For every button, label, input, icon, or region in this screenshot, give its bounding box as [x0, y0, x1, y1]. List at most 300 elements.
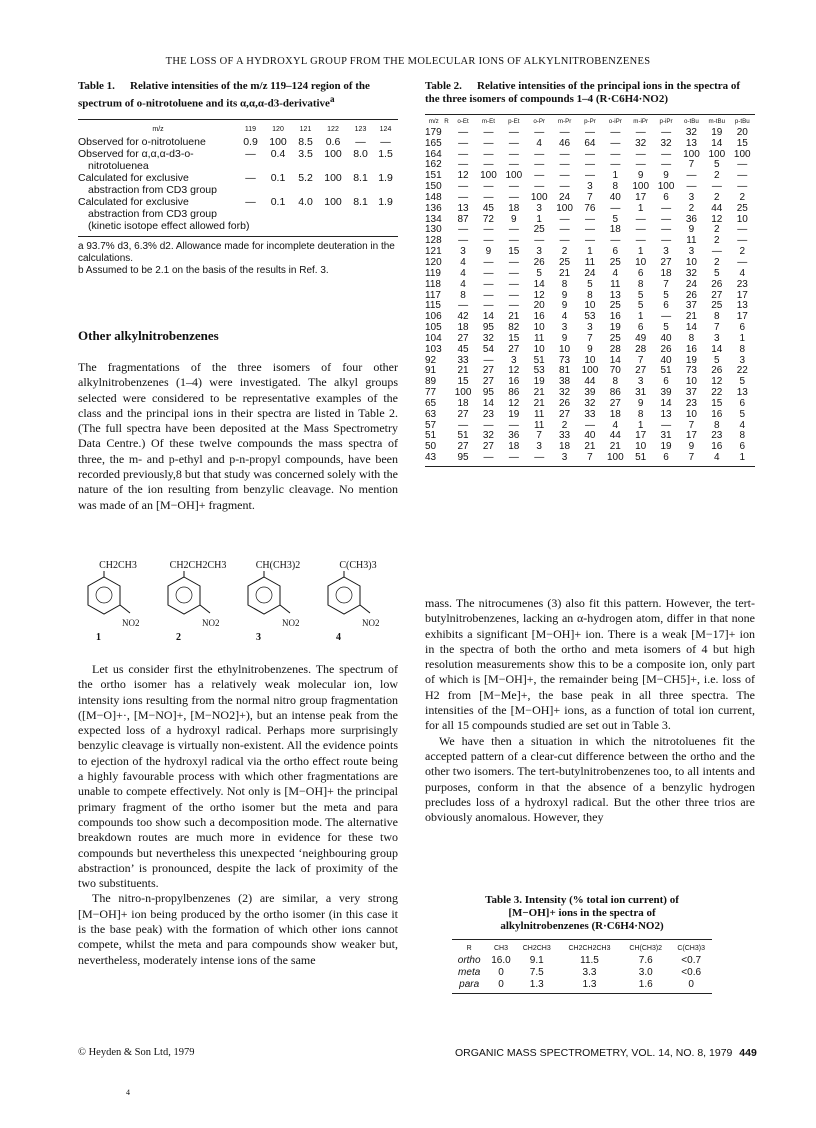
cell: 27 [660, 256, 672, 268]
cell: 5 [739, 408, 746, 420]
mz-cell: 89 [425, 376, 437, 388]
cell: 19 [685, 354, 697, 366]
cell: 15 [508, 246, 520, 258]
cell: — [610, 202, 621, 214]
cell: — [584, 213, 595, 225]
cell: 49 [635, 332, 647, 344]
cell: 27 [482, 365, 494, 377]
cell: — [355, 135, 366, 148]
mz-cell: 128 [425, 235, 442, 247]
mz-cell: 104 [425, 332, 442, 344]
cell: 40 [609, 191, 621, 203]
cell: 16 [711, 408, 723, 420]
cell: 14 [711, 137, 723, 149]
table3-header-cell: CH2CH2CH3 [568, 945, 611, 952]
cell: 36 [685, 213, 697, 225]
cell: 73 [685, 365, 697, 377]
benzene-ring-1 [78, 571, 158, 623]
cell: 4 [460, 256, 466, 268]
mz-cell: 43 [425, 452, 437, 464]
cell: 9 [587, 343, 593, 355]
mz-cell: 91 [425, 365, 437, 377]
cell: — [508, 191, 519, 203]
cell: 11.5 [580, 955, 599, 966]
cell: 0 [688, 979, 694, 990]
cell: — [508, 137, 519, 149]
mz-cell: 151 [425, 170, 442, 182]
cell: 3 [561, 322, 568, 334]
cell: — [711, 181, 722, 193]
cell: <0.7 [681, 955, 702, 966]
cell: 27 [609, 397, 621, 409]
cell: 5 [663, 322, 669, 334]
cell: — [635, 213, 646, 225]
cell: 21 [584, 441, 596, 453]
cell: 44 [584, 376, 596, 388]
cell: 18 [508, 202, 520, 214]
cell: 13 [609, 289, 621, 301]
cell: <0.6 [681, 967, 702, 978]
cell: 4 [561, 311, 568, 323]
table-row [452, 955, 712, 967]
cell: 27 [457, 332, 469, 344]
mz-cell: 77 [425, 387, 437, 399]
cell: 32 [584, 397, 596, 409]
table3-header-cell: CH(CH3)2 [629, 945, 663, 952]
cell: 12 [508, 365, 520, 377]
footer-copyright: © Heyden & Son Ltd, 1979 [78, 1047, 195, 1058]
cell: 33 [559, 430, 571, 442]
cell: 1 [587, 246, 593, 258]
cell: 4 [739, 419, 746, 431]
right-paragraphs [425, 596, 755, 825]
cell: 4.0 [298, 195, 313, 208]
cell: 10 [533, 343, 545, 355]
cell: 24 [685, 278, 697, 290]
cell: — [534, 235, 545, 247]
cell: 14 [609, 354, 621, 366]
cell: 1 [612, 170, 619, 182]
mz-cell: 63 [425, 408, 437, 420]
cell: 27 [482, 441, 494, 453]
row-label: meta [458, 967, 481, 978]
cell: 100 [556, 202, 573, 214]
cell: — [584, 224, 595, 236]
paragraph-text: mass. The nitrocumenes (3) also fit this pattern. However, the tert-butylnitrobenzenes, lacking an α-hydrogen atom, differ in that none exhibits a significant [M−OH]+ ion. There is a weak [M−17]+ ion in the spectra of both the ortho and meta isomers of 4 but high resolution measurements show this to be a composite ion, only part of which is [M−OH]+, the remainder being [M−CH5]+, i.e. loss of H2 from [M−Me]+, the base peak in all three spectra. The intensities of the [M−OH]+ ions, as a function of total ion current, for all 15 compounds studied are set out in Table 3. [425, 596, 755, 733]
cell: 100 [683, 148, 700, 160]
cell: 4 [739, 267, 746, 279]
mz-cell: 103 [425, 343, 442, 355]
cell: 6 [739, 322, 746, 334]
cell: 9 [561, 332, 568, 344]
cell: 19 [533, 376, 545, 388]
cell: 12 [533, 289, 545, 301]
cell: 8 [612, 376, 619, 388]
cell: — [483, 224, 494, 236]
cell: 3 [714, 332, 720, 344]
cell: 5 [663, 289, 669, 301]
cell: 36 [508, 430, 520, 442]
cell: — [483, 278, 494, 290]
mz-cell: 150 [425, 181, 442, 193]
cell: 0.9 [243, 135, 258, 148]
cell: 100 [530, 191, 548, 203]
cell: 27 [457, 441, 469, 453]
cell: 10 [635, 441, 647, 453]
cell: 32 [635, 137, 647, 149]
cell: 27 [635, 365, 647, 377]
cell: 82 [508, 322, 520, 334]
cell: 40 [660, 332, 672, 344]
cell: 6 [663, 191, 669, 203]
cell: 86 [609, 387, 621, 399]
cell: 15 [508, 332, 520, 344]
cell: — [534, 181, 545, 193]
structure-substituent: C(CH3)3 [339, 560, 377, 571]
cell: — [483, 419, 494, 431]
cell: 2 [714, 170, 720, 182]
cell: 13 [685, 137, 697, 149]
cell: 27 [711, 289, 723, 301]
cell: — [380, 135, 391, 148]
cell: 7 [536, 430, 542, 442]
cell: — [483, 354, 494, 366]
cell: — [508, 126, 519, 138]
cell: 3 [637, 376, 644, 388]
cell: 5 [637, 300, 644, 312]
cell: 26 [660, 343, 672, 355]
cell: 32 [482, 332, 494, 344]
cell: 19 [508, 408, 520, 420]
table2-header-cell: p-tBu [734, 118, 750, 125]
cell: 2 [561, 246, 568, 258]
table-row [452, 979, 712, 991]
table2-header-cell: m-Et [481, 118, 495, 125]
cell: — [483, 126, 494, 138]
cell: 31 [635, 387, 647, 399]
cell: — [635, 235, 646, 247]
cell: — [483, 267, 494, 279]
cell: 10 [635, 256, 647, 268]
cell: — [635, 148, 646, 160]
cell: 18 [660, 267, 672, 279]
cell: 18 [609, 408, 621, 420]
cell: — [483, 256, 494, 268]
cell: 1 [739, 332, 746, 344]
cell: — [508, 235, 519, 247]
cell: 54 [482, 343, 494, 355]
cell: 3.5 [298, 147, 313, 160]
cell: 21 [609, 441, 621, 453]
cell: 32 [685, 267, 697, 279]
cell: — [711, 246, 722, 258]
cell: 1 [637, 311, 644, 323]
cell: 100 [324, 171, 342, 184]
mz-cell: 179 [425, 126, 442, 138]
cell: 5 [536, 267, 542, 279]
cell: 18 [457, 397, 469, 409]
paragraph-text: The fragmentations of the three isomers of four other alkylnitrobenzenes (1–4) were investigated. The alkyl groups selected were considered to be representative examples of the class and the principal ions in their spectra are listed in Table 2. (The full spectra have been deposited at the Mass Spectrometry Data Centre.) Of these twelve compounds the mass spectra of three, the m- and p-ethyl and p-n-propyl compounds, have been recorded previously,8 but that study was concerned solely with the nature of the ion resulting from benzylic cleavage. No mention was made of an [M−OH]+ fragment. [78, 360, 398, 512]
cell: 19 [660, 441, 672, 453]
cell: 25 [533, 224, 545, 236]
table1-label: Table 1. [78, 80, 115, 92]
table-row [425, 453, 755, 464]
cell: 9 [637, 170, 644, 182]
cell: 13 [457, 202, 469, 214]
cell: — [737, 170, 748, 182]
mz-cell: 117 [425, 289, 441, 301]
cell: 3 [561, 452, 568, 464]
structure-substituent: CH(CH3)2 [255, 560, 301, 571]
cell: 6 [637, 322, 644, 334]
cell: 26 [711, 365, 723, 377]
cell: 100 [480, 170, 497, 182]
table2-rule-top [425, 114, 755, 115]
cell: — [737, 181, 748, 193]
cell: 10 [685, 376, 697, 388]
cell: — [584, 419, 595, 431]
footer-journal [455, 1047, 757, 1059]
cell: — [458, 159, 469, 171]
cell: 7 [688, 452, 695, 464]
cell: — [610, 126, 621, 138]
structure-nitro: NO2 [122, 618, 140, 628]
cell: — [610, 235, 621, 247]
table-row [425, 280, 755, 291]
cell: 25 [609, 332, 621, 344]
cell: 9 [688, 441, 695, 453]
mz-cell: 92 [425, 354, 437, 366]
table1-footnote-a: a 93.7% d3, 6.3% d2. Allowance made for incomplete deuteration in the calculations. [78, 240, 395, 264]
table-row [78, 136, 398, 148]
cell: — [559, 213, 570, 225]
cell: 6 [637, 267, 644, 279]
cell: 23 [685, 397, 697, 409]
cell: 16 [533, 311, 545, 323]
cell: 100 [632, 181, 650, 193]
cell: 13 [660, 408, 672, 420]
structure-nitro: NO2 [282, 618, 300, 628]
mz-cell: 50 [425, 441, 437, 453]
cell: — [458, 419, 469, 431]
cell: — [559, 126, 570, 138]
cell: 21 [508, 311, 520, 323]
cell: 16 [711, 441, 723, 453]
cell: — [661, 311, 672, 323]
cell: 28 [609, 343, 621, 355]
table1-header-row [78, 124, 398, 136]
cell: 12 [711, 376, 723, 388]
cell: 10 [736, 213, 748, 225]
footer-page: 449 [739, 1047, 757, 1059]
table1-footnote-b: b Assumed to be 2.1 on the basis of the results in Ref. 3. [78, 264, 329, 276]
cell: — [458, 235, 469, 247]
cell: 15 [736, 137, 748, 149]
cell: 14 [482, 311, 494, 323]
cell: 32 [559, 387, 571, 399]
cell: — [458, 126, 469, 138]
cell: 42 [457, 311, 469, 323]
cell: 5 [714, 159, 720, 171]
row-label-cont: (kinetic isotope effect allowed forb) [88, 219, 250, 232]
cell: 18 [508, 441, 520, 453]
table-row [78, 172, 398, 184]
table2-header-cell: p-iPr [659, 118, 673, 125]
cell: 7 [587, 332, 593, 344]
mz-cell: 51 [425, 430, 437, 442]
cell: — [508, 419, 519, 431]
cell: 11 [686, 235, 697, 247]
table-row [425, 345, 755, 356]
cell: 20 [533, 300, 545, 312]
cell: — [559, 170, 570, 182]
cell: 16 [685, 343, 697, 355]
cell: 11 [533, 332, 545, 344]
cell: 7 [688, 419, 695, 431]
cell: 87 [457, 213, 469, 225]
row-label-cont: abstraction from CD3 group [88, 183, 217, 196]
cell: 72 [482, 213, 494, 225]
table-row [425, 139, 755, 150]
cell: 32 [660, 137, 672, 149]
table1-caption-text: Relative intensities of the m/z 119–124 region of the spectrum of o-nitrotoluene and its α,α,α-d3-derivative [78, 80, 370, 110]
cell: 8 [587, 289, 593, 301]
cell: — [458, 148, 469, 160]
cell: 100 [505, 170, 523, 182]
cell: 7.6 [638, 955, 653, 966]
cell: — [508, 278, 519, 290]
cell: 3.3 [582, 967, 597, 978]
cell: 100 [324, 147, 342, 160]
cell: 10 [685, 408, 697, 420]
cell: 100 [454, 387, 472, 399]
cell: 38 [559, 376, 571, 388]
mz-cell: 118 [425, 278, 441, 290]
cell: 28 [635, 343, 647, 355]
row-label-cont: nitrotoluenea [88, 159, 149, 172]
structure-substituent: CH2CH2CH3 [169, 560, 227, 571]
cell: 6 [739, 397, 746, 409]
table1-rule-top [78, 119, 398, 120]
cell: — [584, 170, 595, 182]
cell: 1.3 [529, 979, 544, 990]
table3-rule-bottom [452, 993, 712, 994]
cell: 53 [533, 365, 545, 377]
cell: 8.5 [298, 135, 313, 148]
cell: — [534, 170, 545, 182]
cell: — [483, 289, 494, 301]
row-label: Calculated for exclusive [78, 171, 189, 184]
cell: 8 [688, 332, 695, 344]
table3-caption-text: Intensity (% total ion current) of [M−OH]+ ions in the spectra of alkylnitrobenzenes (R·C6H4·NO2) [500, 894, 679, 932]
table1-caption-mark: a [329, 94, 335, 104]
cell: 6 [663, 452, 669, 464]
cell: 14 [685, 322, 697, 334]
cell: — [661, 235, 672, 247]
cell: 17 [685, 430, 697, 442]
cell: 22 [736, 365, 748, 377]
cell: 27 [559, 408, 571, 420]
table2-header-cell: m-tBu [708, 118, 726, 125]
left-paragraph-2-3 [78, 662, 398, 968]
cell: — [635, 159, 646, 171]
cell: 0.6 [325, 135, 341, 148]
cell: 5 [612, 213, 619, 225]
cell: 53 [584, 311, 596, 323]
cell: 1 [637, 419, 644, 431]
cell: 1.3 [582, 979, 597, 990]
cell: 16 [609, 311, 621, 323]
cell: 1 [637, 246, 644, 258]
cell: 8 [561, 278, 568, 290]
cell: — [483, 191, 494, 203]
cell: 45 [457, 343, 469, 355]
cell: 9 [688, 224, 695, 236]
cell: 37 [685, 387, 697, 399]
cell: 0 [498, 979, 504, 990]
cell: 1.5 [378, 147, 393, 160]
cell: 24 [559, 191, 571, 203]
cell: — [534, 159, 545, 171]
mz-cell: 162 [425, 159, 442, 171]
cell: 19 [609, 322, 621, 334]
table-row [78, 208, 398, 220]
cell: — [458, 137, 469, 149]
cell: 76 [584, 202, 596, 214]
table3-header-row [452, 943, 712, 955]
table1-header-cell: 123 [354, 125, 367, 133]
cell: 2 [739, 246, 746, 258]
cell: 3 [688, 191, 695, 203]
table2-caption [425, 80, 755, 106]
cell: 23 [736, 278, 748, 290]
cell: 16 [508, 376, 520, 388]
structure-nitro: NO2 [362, 618, 380, 628]
table3-header-cell: CH3 [493, 945, 508, 952]
cell: 7 [688, 159, 695, 171]
cell: 26 [533, 256, 545, 268]
mz-cell: 120 [425, 256, 442, 268]
cell: 20 [736, 126, 748, 138]
paragraph-text: Let us consider first the ethylnitrobenzenes. The spectrum of the ortho isomer has a relatively weak molecular ion, low intensity ions resulting from the normal nitro group fragmentation ([M−O]+·, [M−NO]+, [M−NO2]+), but an intense peak from the expected loss of a hydroxyl radical. Perhaps more surprisingly benzylic cleavage is virtually non-existent. All the evidence points to ejection of the hydroxyl radical via the ortho effect route being a highly favourable process with which other fragmentations are unable to compete effectively. Not only is [M−OH]+ the principal primary fragment of the ortho isomer but the meta and para compounds too show such a decomposition mode. The alternative breakdown routes are much more in evidence for these two compounds but nevertheless this unexpected ‘neighbouring group abstraction’ is pronounced, despite the lack of proximity of the two substituents. [78, 662, 398, 891]
cell: 10 [533, 322, 545, 334]
row-label: ortho [457, 955, 481, 966]
cell: — [508, 224, 519, 236]
cell: 5 [714, 354, 720, 366]
cell: 14 [533, 278, 545, 290]
cell: 4 [612, 267, 619, 279]
cell: 11 [533, 419, 545, 431]
table2-header-cell: m/z [428, 118, 439, 125]
cell: — [584, 148, 595, 160]
cell: 3 [460, 246, 466, 258]
cell: — [534, 452, 545, 464]
mz-cell: 164 [425, 148, 442, 160]
cell: — [737, 159, 748, 171]
cell: 95 [457, 452, 469, 464]
cell: — [245, 171, 256, 184]
cell: 21 [457, 365, 469, 377]
cell: 10 [584, 300, 596, 312]
cell: — [483, 159, 494, 171]
cell: — [534, 148, 545, 160]
cell: — [508, 289, 519, 301]
cell: 18 [457, 322, 469, 334]
cell: 8 [637, 278, 644, 290]
cell: — [483, 148, 494, 160]
row-label: Calculated for exclusive [78, 195, 189, 208]
cell: 3 [536, 202, 542, 214]
